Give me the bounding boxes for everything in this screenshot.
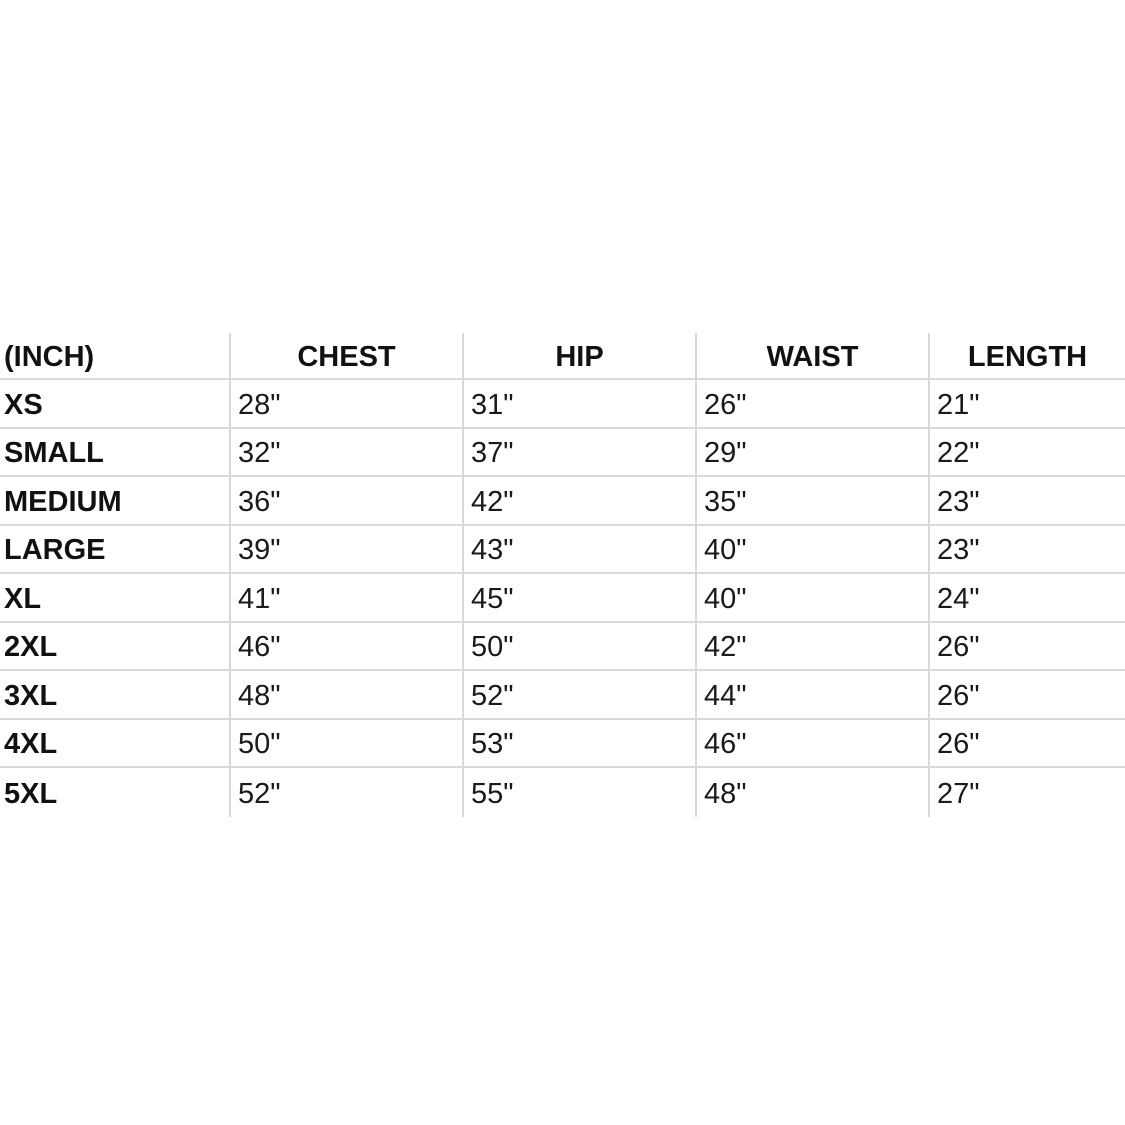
chest-value: 50" — [229, 720, 462, 767]
length-value: 22" — [928, 429, 1125, 476]
table-row — [0, 671, 1125, 720]
chest-value: 32" — [229, 429, 462, 476]
column-header-hip: HIP — [462, 333, 695, 378]
column-header-waist: WAIST — [695, 333, 928, 378]
table-row — [0, 477, 1125, 526]
size-label: XS — [4, 388, 43, 421]
hip-value: 50" — [462, 623, 695, 670]
size-label: SMALL — [4, 437, 104, 470]
unit-label: (INCH) — [4, 341, 95, 373]
waist-value: 48" — [695, 768, 928, 817]
waist-value: 29" — [695, 429, 928, 476]
hip-value: 45" — [462, 574, 695, 621]
hip-value: 55" — [462, 768, 695, 817]
size-label: 4XL — [4, 728, 58, 761]
chest-value: 48" — [229, 671, 462, 718]
hip-value: 31" — [462, 380, 695, 427]
length-value: 24" — [928, 574, 1125, 621]
chest-value: 28" — [229, 380, 462, 427]
waist-value: 46" — [695, 720, 928, 767]
hip-value: 43" — [462, 526, 695, 573]
waist-value: 40" — [695, 526, 928, 573]
table-row — [0, 526, 1125, 575]
length-value: 23" — [928, 526, 1125, 573]
table-row — [0, 623, 1125, 672]
hip-value: 37" — [462, 429, 695, 476]
chest-value: 52" — [229, 768, 462, 817]
waist-value: 44" — [695, 671, 928, 718]
length-value: 23" — [928, 477, 1125, 524]
length-value: 21" — [928, 380, 1125, 427]
waist-value: 35" — [695, 477, 928, 524]
length-value: 26" — [928, 720, 1125, 767]
length-value: 26" — [928, 623, 1125, 670]
table-row — [0, 720, 1125, 769]
length-value: 27" — [928, 768, 1125, 817]
size-label: XL — [4, 582, 42, 615]
hip-value: 42" — [462, 477, 695, 524]
column-header-chest: CHEST — [229, 333, 462, 378]
table-row — [0, 380, 1125, 429]
waist-value: 40" — [695, 574, 928, 621]
column-header-length: LENGTH — [928, 333, 1125, 378]
size-label: 5XL — [4, 777, 58, 810]
chest-value: 39" — [229, 526, 462, 573]
waist-value: 42" — [695, 623, 928, 670]
table-row — [0, 429, 1125, 478]
hip-value: 53" — [462, 720, 695, 767]
size-label: 3XL — [4, 679, 58, 712]
size-label: MEDIUM — [4, 485, 122, 518]
size-label: LARGE — [4, 534, 106, 567]
length-value: 26" — [928, 671, 1125, 718]
table-row — [0, 768, 1125, 817]
table-row — [0, 574, 1125, 623]
table-header-row — [0, 333, 1125, 380]
chest-value: 46" — [229, 623, 462, 670]
hip-value: 52" — [462, 671, 695, 718]
chest-value: 36" — [229, 477, 462, 524]
size-chart-table — [0, 333, 1125, 817]
size-label: 2XL — [4, 631, 58, 664]
waist-value: 26" — [695, 380, 928, 427]
chest-value: 41" — [229, 574, 462, 621]
